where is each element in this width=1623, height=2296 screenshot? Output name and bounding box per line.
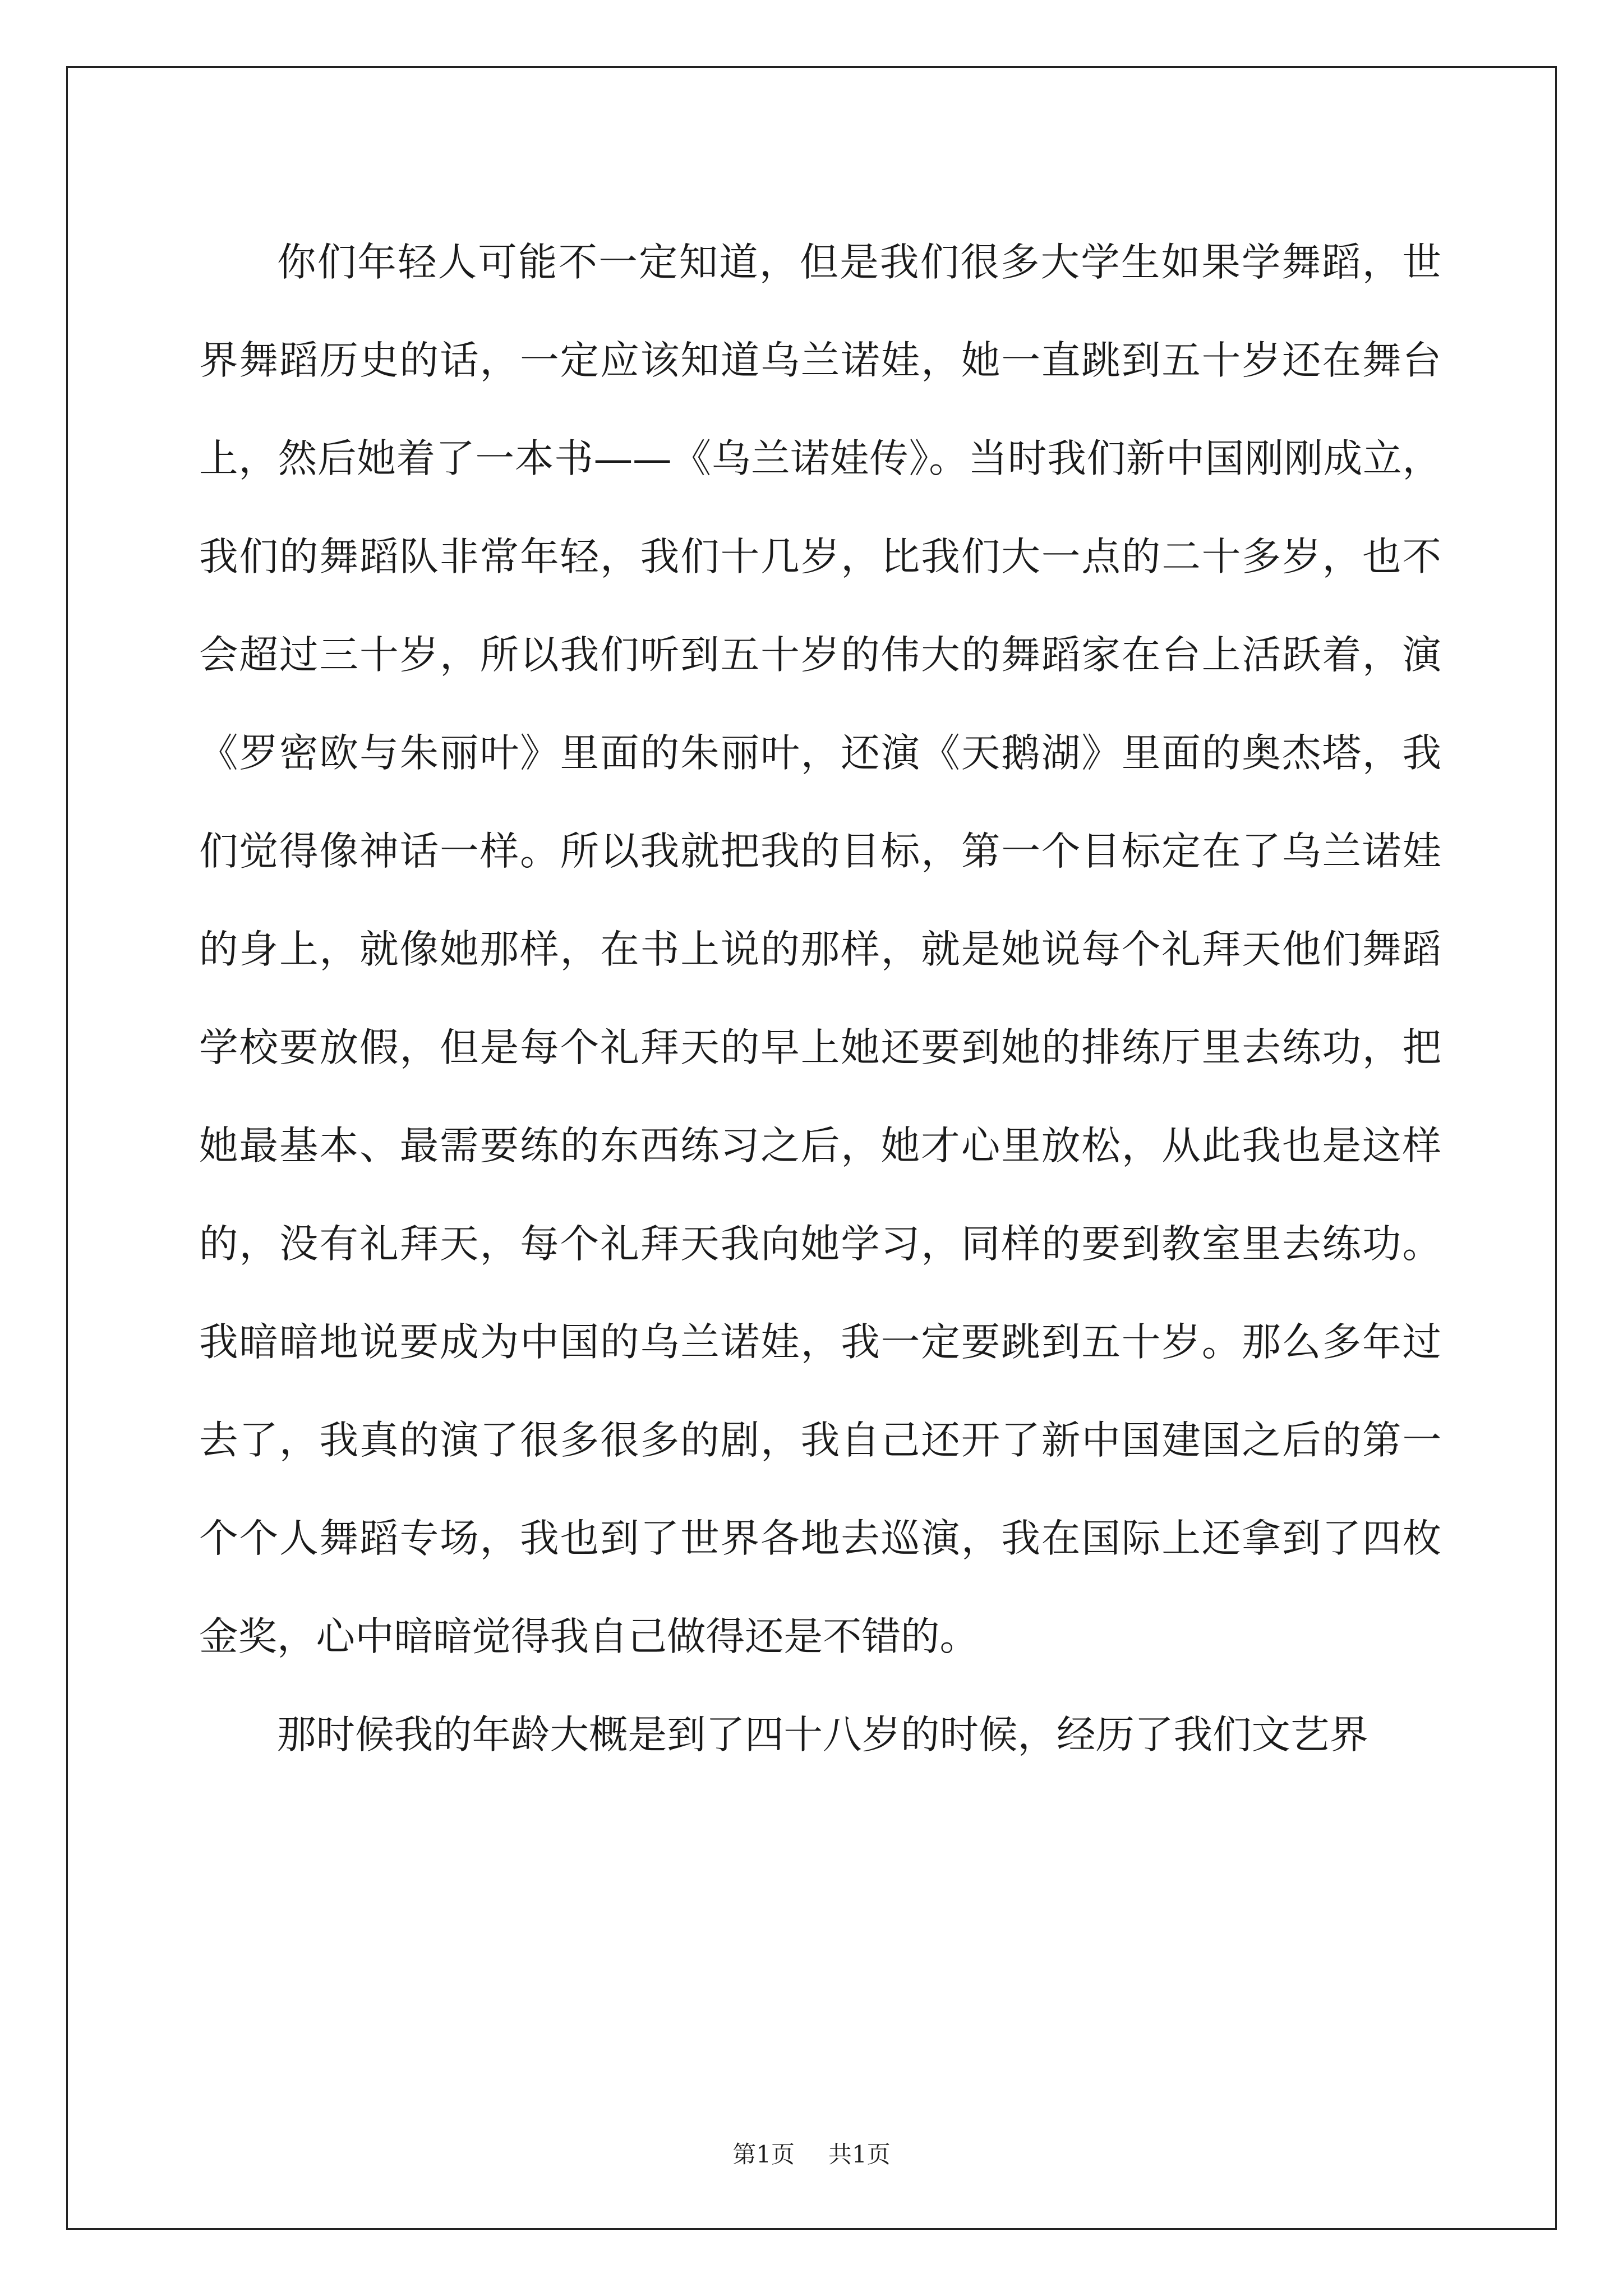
page-number: 第1页 <box>732 2141 795 2168</box>
paragraph-2: 那时候我的年龄大概是到了四十八岁的时候，经历了我们文艺界 <box>277 1712 1368 1757</box>
page-footer <box>0 2141 1623 2169</box>
page-total: 共1页 <box>828 2141 891 2168</box>
document-body <box>199 213 1441 1784</box>
paragraph-1: 你们年轻人可能不一定知道，但是我们很多大学生如果学舞蹈，世界舞蹈历史的话，一定应该知道乌兰诺娃，她一直跳到五十岁还在舞台上，然后她着了一本书——《乌兰诺娃传》。当时我们新中国刚刚成立，我们的舞蹈队非常年轻，我们十几岁，比我们大一点的二十多岁，也不会超过三十岁，所以我们听到五十岁的伟大的舞蹈家在台上活跃着，演《罗密欧与朱丽叶》里面的朱丽叶，还演《天鹅湖》里面的奥杰塔，我们觉得像神话一样。所以我就把我的目标，第一个目标定在了乌兰诺娃的身上，就像她那样，在书上说的那样，就是她说每个礼拜天他们舞蹈学校要放假，但是每个礼拜天的早上她还要到她的排练厅里去练功，把她最基本、最需要练的东西练习之后，她才心里放松，从此我也是这样的，没有礼拜天，每个礼拜天我向她学习，同样的要到教室里去练功。我暗暗地说要成为中国的乌兰诺娃，我一定要跳到五十岁。那么多年过去了，我真的演了很多很多的剧，我自己还开了新中国建国之后的第一个个人舞蹈专场，我也到了世界各地去巡演，我在国际上还拿到了四枚金奖，心中暗暗觉得我自己做得还是不错的。 <box>199 240 1441 1659</box>
